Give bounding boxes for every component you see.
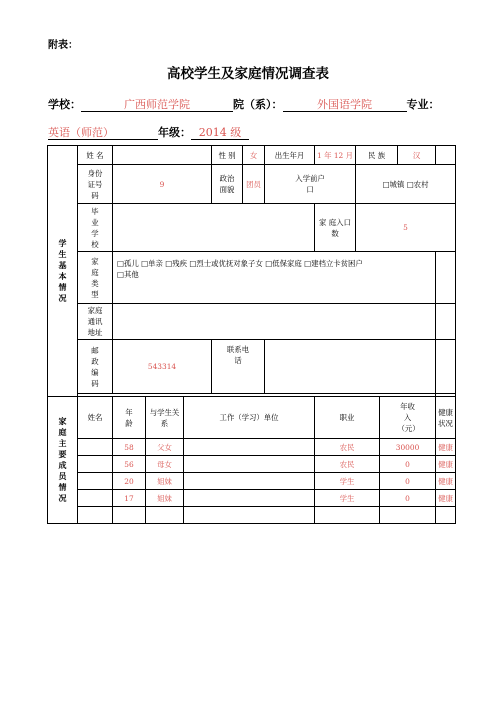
col-relation: 与学生关系 xyxy=(146,397,184,439)
member-income[interactable]: 0 xyxy=(380,473,436,490)
political-label: 政治面貌 xyxy=(212,165,243,204)
gender-label: 性 别 xyxy=(212,146,243,165)
student-section-label: 学生基本情况 xyxy=(48,146,78,397)
table-row xyxy=(48,439,456,456)
member-name[interactable] xyxy=(78,473,113,490)
member-health[interactable]: 健康 xyxy=(436,456,456,473)
member-relation[interactable]: 父女 xyxy=(146,439,184,456)
dept-label: 院（系）： xyxy=(233,98,283,111)
phone-label: 联系电话 xyxy=(212,340,265,394)
table-row xyxy=(48,456,456,473)
table-row xyxy=(48,507,456,524)
member-job[interactable]: 学生 xyxy=(315,490,380,507)
family-size-field[interactable]: 5 xyxy=(356,204,456,252)
school-label: 学校： xyxy=(48,98,81,111)
member-health[interactable]: 健康 xyxy=(436,490,456,507)
table-row xyxy=(48,490,456,507)
dept-field[interactable]: 外国语学院 xyxy=(283,98,407,112)
family-section-label: 家庭主要成员情况 xyxy=(48,397,78,524)
member-health[interactable] xyxy=(436,507,456,524)
member-relation[interactable] xyxy=(146,507,184,524)
birth-label: 出生年月 xyxy=(265,146,315,165)
member-relation[interactable]: 姐妹 xyxy=(146,473,184,490)
col-name: 姓名 xyxy=(78,397,113,439)
postcode-label: 邮政编码 xyxy=(78,340,113,394)
major-line xyxy=(48,124,249,140)
hukou-options[interactable]: □城镇 □农村 xyxy=(356,165,456,204)
grade-label: 年级： xyxy=(158,126,191,139)
member-name[interactable] xyxy=(78,507,113,524)
member-work[interactable] xyxy=(184,439,315,456)
major-field[interactable]: 英语（师范） xyxy=(48,126,158,140)
member-name[interactable] xyxy=(78,439,113,456)
member-relation[interactable]: 姐妹 xyxy=(146,490,184,507)
address-field[interactable] xyxy=(113,304,436,340)
family-type-other[interactable]: □其他 xyxy=(117,270,139,279)
phone-field[interactable] xyxy=(265,340,436,394)
member-work[interactable] xyxy=(184,507,315,524)
family-type-options[interactable] xyxy=(113,252,436,304)
form-title: 高校学生及家庭情况调查表 xyxy=(167,66,329,82)
member-work[interactable] xyxy=(184,490,315,507)
family-type-label: 家庭类型 xyxy=(78,252,113,304)
col-job: 职业 xyxy=(315,397,380,439)
id-field[interactable]: 9 xyxy=(113,165,212,204)
col-income: 年收入（元） xyxy=(380,397,436,439)
gender-field[interactable]: 女 xyxy=(243,146,265,165)
member-job[interactable] xyxy=(315,507,380,524)
member-age[interactable]: 58 xyxy=(113,439,146,456)
postcode-field[interactable]: 543314 xyxy=(113,340,212,394)
col-health: 健康状况 xyxy=(436,397,456,439)
graduated-school-field[interactable] xyxy=(113,204,315,252)
family-size-label: 家 庭入口数 xyxy=(315,204,356,252)
school-line xyxy=(48,96,440,112)
member-age[interactable]: 20 xyxy=(113,473,146,490)
political-field[interactable]: 团员 xyxy=(243,165,265,204)
name-field[interactable] xyxy=(113,146,212,165)
ethnicity-label: 民 族 xyxy=(356,146,398,165)
col-work: 工作（学习）单位 xyxy=(184,397,315,439)
member-age[interactable]: 17 xyxy=(113,490,146,507)
member-income[interactable]: 30000 xyxy=(380,439,436,456)
school-field[interactable]: 广西师范学院 xyxy=(81,98,233,112)
ethnicity-field[interactable]: 汉 xyxy=(398,146,436,165)
member-relation[interactable]: 母女 xyxy=(146,456,184,473)
member-income[interactable]: 0 xyxy=(380,490,436,507)
member-health[interactable]: 健康 xyxy=(436,439,456,456)
col-age: 年龄 xyxy=(113,397,146,439)
address-label: 家庭通讯地址 xyxy=(78,304,113,340)
member-work[interactable] xyxy=(184,473,315,490)
member-age[interactable] xyxy=(113,507,146,524)
appendix-label: 附表： xyxy=(48,40,78,51)
id-label: 身份证号码 xyxy=(78,165,113,204)
family-type-list[interactable]: □孤儿 □单亲 □残疾 □烈士或优抚对象子女 □低保家庭 □建档立卡贫困户 xyxy=(117,259,363,268)
grade-field[interactable]: 2014 级 xyxy=(191,126,249,140)
member-name[interactable] xyxy=(78,456,113,473)
member-income[interactable]: 0 xyxy=(380,456,436,473)
hukou-label: 入学前户 口 xyxy=(265,165,356,204)
member-income[interactable] xyxy=(380,507,436,524)
survey-table xyxy=(47,145,456,524)
member-name[interactable] xyxy=(78,490,113,507)
member-job[interactable]: 农民 xyxy=(315,456,380,473)
member-work[interactable] xyxy=(184,456,315,473)
table-row xyxy=(48,473,456,490)
birth-field[interactable]: 1 年 12 月 xyxy=(315,146,356,165)
graduated-school-label: 毕业学校 xyxy=(78,204,113,252)
name-label: 姓 名 xyxy=(78,146,113,165)
member-job[interactable]: 学生 xyxy=(315,473,380,490)
member-health[interactable]: 健康 xyxy=(436,473,456,490)
major-label: 专业： xyxy=(406,98,440,111)
member-job[interactable]: 农民 xyxy=(315,439,380,456)
member-age[interactable]: 56 xyxy=(113,456,146,473)
